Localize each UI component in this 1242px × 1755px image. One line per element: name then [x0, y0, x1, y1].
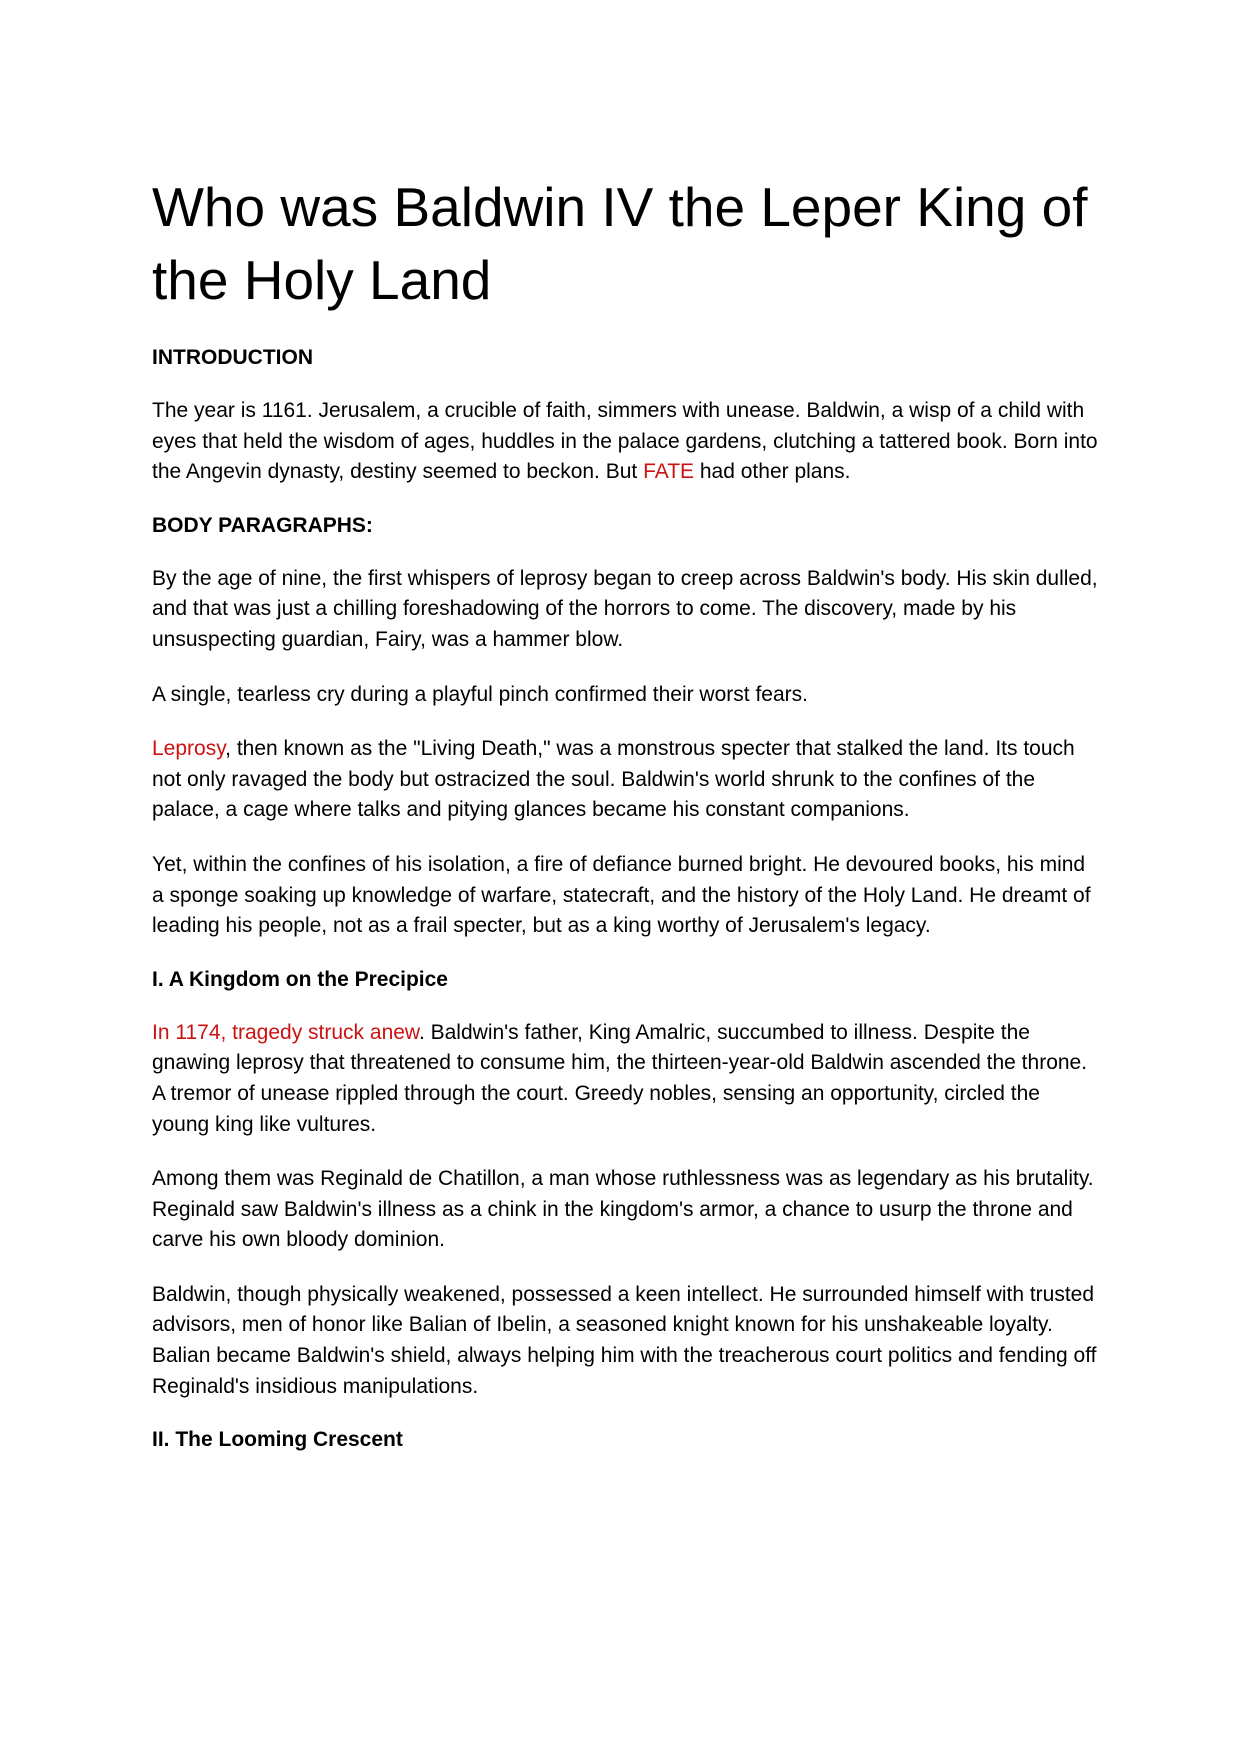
document-body: [152, 344, 1102, 1478]
document-title: Who was Baldwin IV the Leper King of the Holy Land: [152, 176, 1088, 311]
paragraph-section1-1: [152, 1018, 1102, 1140]
text: The year is 1161. Jerusalem, a crucible of faith, simmers with unease. Baldwin, a wisp of a child with eyes that held the wisdom of ages, huddles in the palace gardens, clutching a tattered book. Born into the Angevin dynasty, destiny seemed to beckon. But: [152, 399, 1098, 484]
text: , then known as the "Living Death," was a monstrous specter that stalked the land. Its touch not only ravaged the body but ostracized the soul. Baldwin's world shrunk to the confines of the palace, a cage where talks and pitying glances became his constant companions.: [152, 737, 1075, 822]
heading-section-1: I. A Kingdom on the Precipice: [152, 967, 448, 991]
paragraph-introduction: [152, 396, 1102, 488]
heading-body-paragraphs: BODY PARAGRAPHS:: [152, 513, 373, 537]
highlight-fate: FATE: [643, 460, 695, 484]
paragraph-body-4: Yet, within the confines of his isolation, a fire of defiance burned bright. He devoured books, his mind a sponge soaking up knowledge of warfare, statecraft, and the history of the Holy Land. He dreamt of leading his people, not as a frail specter, but as a king worthy of Jerusalem's legacy.: [152, 852, 1091, 938]
paragraph-section1-2: Among them was Reginald de Chatillon, a man whose ruthlessness was as legendary as his brutality. Reginald saw Baldwin's illness as a chink in the kingdom's armor, a chance to usurp the throne and carve his own bloody dominion.: [152, 1167, 1094, 1252]
heading-introduction: INTRODUCTION: [152, 346, 313, 369]
heading-section-2: II. The Looming Crescent: [152, 1428, 403, 1452]
text: had other plans.: [694, 460, 851, 484]
paragraph-body-2: A single, tearless cry during a playful pinch confirmed their worst fears.: [152, 682, 808, 706]
paragraph-body-1: By the age of nine, the first whispers of leprosy began to creep across Baldwin's body. His skin dulled, and that was just a chilling foreshadowing of the horrors to come. The discovery, made by his unsuspecting guardian, Fairy, was a hammer blow.: [152, 566, 1098, 651]
paragraph-section1-3: Baldwin, though physically weakened, possessed a keen intellect. He surrounded himself with trusted advisors, men of honor like Balian of Ibelin, a seasoned knight known for his unshakeable loyalty. Balian became Baldwin's shield, always helping him with the treacherous court politics and fending off Reginald's insidious manipulations.: [152, 1282, 1097, 1398]
paragraph-body-3: [152, 734, 1102, 826]
text: . Baldwin's father, King Amalric, succumbed to illness. Despite the gnawing leprosy that threatened to consume him, the thirteen-year-old Baldwin ascended the throne. A tremor of unease rippled through the court. Greedy nobles, sensing an opportunity, circled the young king like vultures.: [152, 1020, 1088, 1136]
highlight-leprosy: Leprosy: [152, 737, 226, 761]
highlight-1174: In 1174, tragedy struck anew: [152, 1020, 419, 1044]
